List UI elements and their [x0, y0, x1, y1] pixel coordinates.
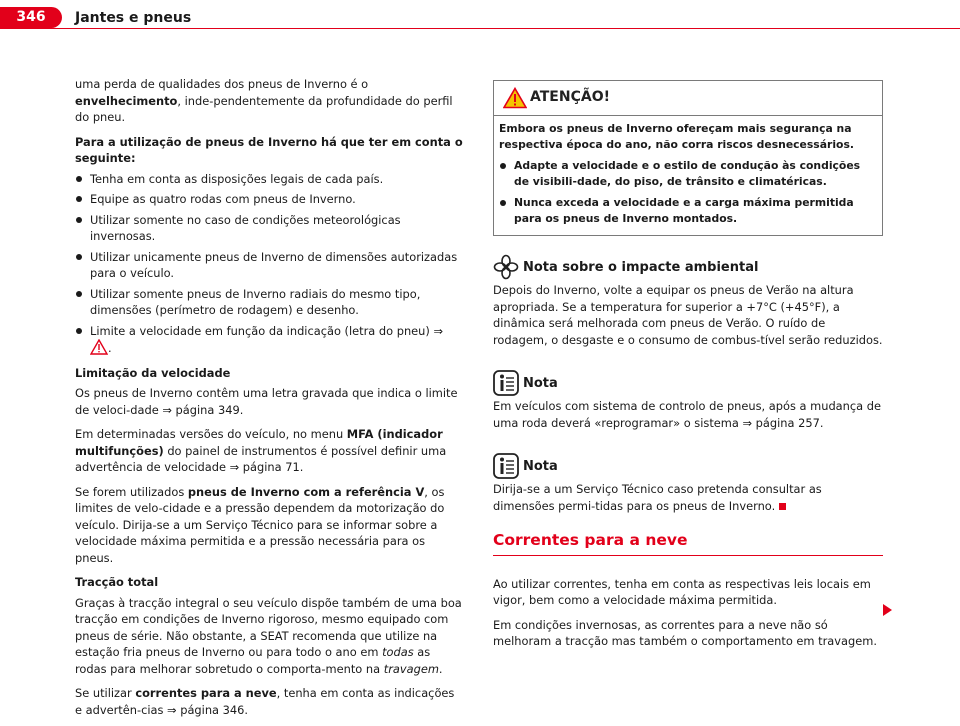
speed-limit-heading: Limitação da velocidade [75, 365, 231, 380]
speed-limit-paragraph: Os pneus de Inverno contêm uma letra gravada que indica o limite de veloci-dade ⇒ página 349. [75, 386, 458, 417]
list-item: Utilizar somente no caso de condições meteorológicas invernosas. [75, 212, 463, 245]
list-item: Nunca exceda a velocidade e a carga máxima permitida para os pneus de Inverno montados. [499, 195, 877, 227]
note-text: Dirija-se a um Serviço Técnico caso pretenda consultar as dimensões permi-tidas para os pneus de Inverno. [493, 482, 822, 513]
note-title: Nota [523, 459, 558, 474]
warning-intro: Embora os pneus de Inverno ofereçam mais segurança na respectiva época do ano, não corra riscos desnecessários. [499, 122, 854, 151]
chains-reference-paragraph: Se utilizar correntes para a neve, tenha em conta as indicações e advertên-cias ⇒ página 346. [75, 686, 455, 717]
end-of-section-marker [779, 503, 786, 510]
warning-body [494, 116, 882, 235]
winter-tyres-heading: Para a utilização de pneus de Inverno há que ter em conta o seguinte: [75, 134, 463, 165]
cross-reference-link[interactable]: ⇒ página 349. [162, 402, 244, 417]
cross-reference-link[interactable]: ⇒ página 346. [167, 702, 249, 717]
cross-reference-link[interactable]: ⇒ página 257. [742, 415, 824, 430]
intro-paragraph: uma perda de qualidades dos pneus de Inverno é o envelhecimento, inde-pendentemente da profundidade do perfil do pneu. [75, 77, 453, 124]
list-item: Adapte a velocidade e o estilo de condução às condições de visibili-dade, do piso, de trânsito e climatéricas. [499, 158, 877, 190]
environment-note-title: Nota sobre o impacte ambiental [523, 260, 759, 275]
header-divider [0, 28, 960, 29]
warning-box [493, 80, 883, 236]
info-note-icon [493, 370, 519, 396]
info-note-icon [493, 453, 519, 479]
left-column [75, 76, 463, 726]
note-header [493, 370, 883, 396]
section-divider [493, 555, 883, 556]
note-header [493, 453, 883, 479]
note-title: Nota [523, 376, 558, 391]
list-item: Utilizar unicamente pneus de Inverno de dimensões autorizadas para o veículo. [75, 249, 463, 282]
right-column [493, 80, 883, 658]
list-item: Tenha em conta as disposições legais de cada país. [75, 171, 463, 188]
section-title: Correntes para a neve [493, 531, 688, 549]
cross-reference-link[interactable]: ⇒ página 71. [229, 460, 304, 474]
continue-arrow-icon[interactable] [883, 604, 892, 616]
v-rating-paragraph: Se forem utilizados pneus de Inverno com a referência V, os limites de velo-cidade e a pressão dependem da motorização do veículo. Dirija-se a um Serviço Técnico para se informar sobre a velocidade máxima permitida e a pressão necessária para os pneus. [75, 484, 445, 565]
section-paragraph: Em condições invernosas, as correntes para a neve não só melhoram a tracção mas também o comportamento em travagem. [493, 617, 877, 648]
page-number: 346 [0, 7, 62, 28]
traction-paragraph: Graças à tracção integral o seu veículo dispõe também de uma boa tracção em condições de Inverno rigoroso, mesmo equipado com pneus de série. Não obstante, a SEAT recomenda que utilize na estação fria pneus de Inverno ou para todo o ano em todas as rodas para melhorar sobretudo o comporta-mento na travagem. [75, 595, 462, 676]
environment-note-text: Depois do Inverno, volte a equipar os pneus de Verão na altura apropriada. Se a temperatura for superior a +7°C (+45°F), a dinâmica será melhorada com pneus de Verão. O ruído de rodagem, o desgaste e o consumo de combus-tível serão reduzidos. [493, 283, 883, 347]
section-paragraph: Ao utilizar correntes, tenha em conta as respectivas leis locais em vigor, bem como a velocidade máxima permitida. [493, 576, 871, 607]
list-item: Limite a velocidade em função da indicação (letra do pneu) ⇒ . [75, 323, 463, 357]
mfa-paragraph: Em determinadas versões do veículo, no menu MFA (indicador multifunções) do painel de instrumentos é possível definir uma advertência de velocidade ⇒ página 71. [75, 427, 447, 474]
warning-triangle-icon [503, 87, 527, 109]
list-item: Equipe as quatro rodas com pneus de Inverno. [75, 191, 463, 208]
note-text: Em veículos com sistema de controlo de pneus, após a mudança de uma roda deverá «reprogramar» o sistema ⇒ página 257. [493, 399, 881, 430]
flower-environment-icon [493, 254, 519, 280]
environment-note-header [493, 254, 883, 280]
warning-title: ATENÇÃO! [530, 89, 610, 105]
warning-triangle-icon[interactable] [90, 339, 108, 355]
chapter-title: Jantes e pneus [75, 10, 192, 26]
warning-header [494, 81, 882, 116]
page-header [0, 0, 960, 30]
traction-heading: Tracção total [75, 575, 159, 589]
list-item: Utilizar somente pneus de Inverno radiais do mesmo tipo, dimensões (perímetro de rodagem) e desenho. [75, 286, 463, 319]
